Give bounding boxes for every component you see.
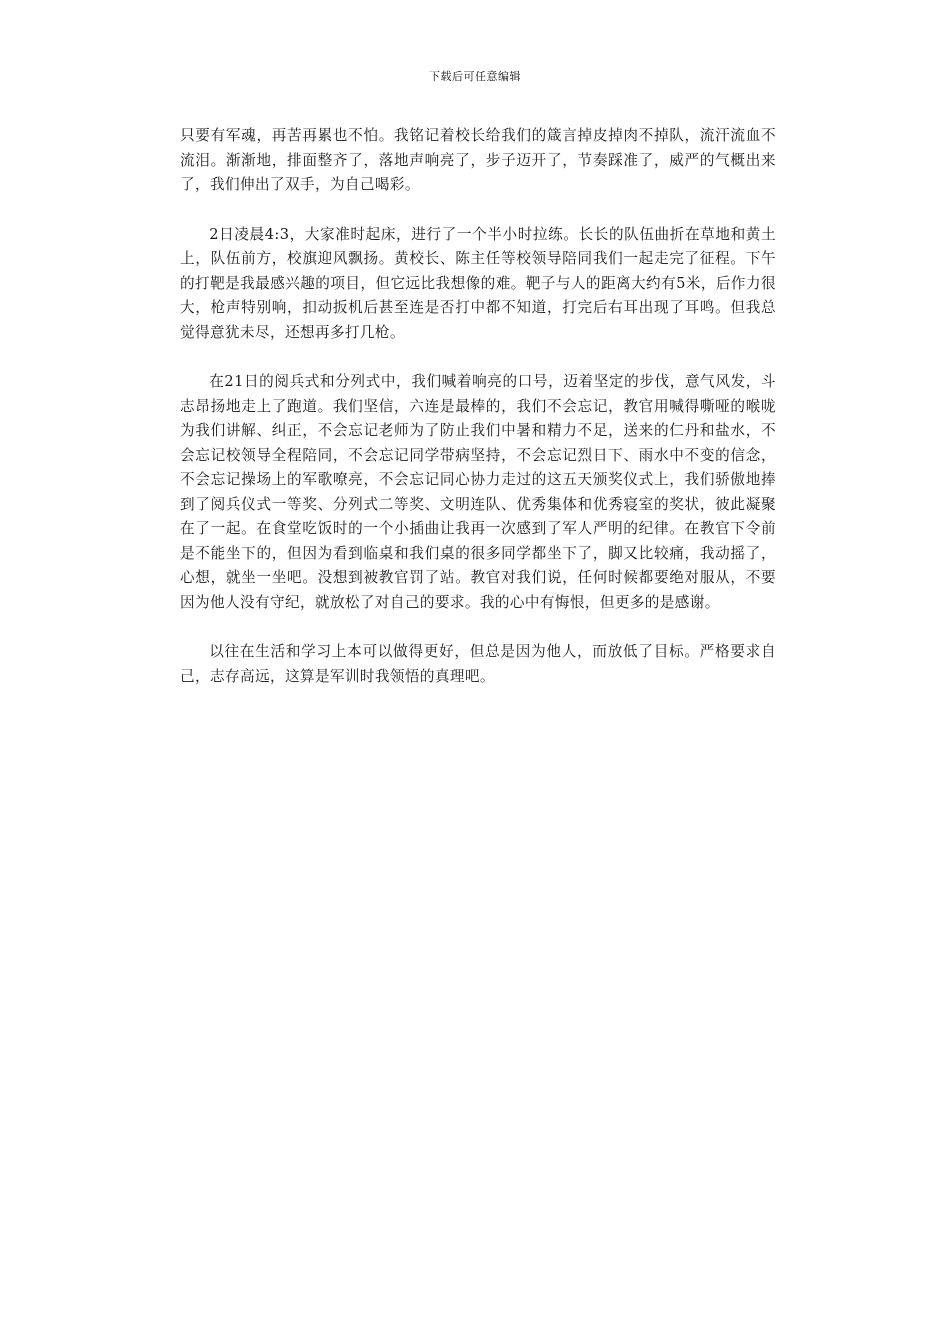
paragraph-4: 以往在生活和学习上本可以做得更好，但总是因为他人，而放低了目标。严格要求自己，志存高远，这算是军训时我领悟的真理吧。	[180, 643, 776, 685]
document-body	[180, 124, 776, 714]
paragraph-3: 在21日的阅兵式和分列式中，我们喊着响亮的口号，迈着坚定的步伐，意气风发，斗志昂扬地走上了跑道。我们坚信，六连是最棒的，我们不会忘记，教官用喊得嘶哑的喉咙为我们讲解、纠正，不会忘记老师为了防止我们中暑和精力不足，送来的仁丹和盐水，不会忘记校领导全程陪同，不会忘记同学带病坚持，不会忘记烈日下、雨水中不变的信念，不会忘记操场上的军歌嘹亮，不会忘记同心协力走过的这五天颁奖仪式上，我们骄傲地捧到了阅兵仪式一等奖、分列式二等奖、文明连队、优秀集体和优秀寝室的奖状，彼此凝聚在了一起。在食堂吃饭时的一个小插曲让我再一次感到了军人严明的纪律。在教官下令前是不能坐下的，但因为看到临桌和我们桌的很多同学都坐下了，脚又比较痛，我动摇了，心想，就坐一坐吧。没想到被教官罚了站。教官对我们说，任何时候都要绝对服从，不要因为他人没有守纪，就放松了对自己的要求。我的心中有悔恨，但更多的是感谢。	[180, 373, 776, 611]
paragraph-2: 2日凌晨4:3，大家准时起床，进行了一个半小时拉练。长长的队伍曲折在草地和黄土上，队伍前方，校旗迎风飘扬。黄校长、陈主任等校领导陪同我们一起走完了征程。下午的打靶是我最感兴趣的项目，但它远比我想像的难。靶子与人的距离大约有5米，后作力很大，枪声特别响，扣动扳机后甚至连是否打中都不知道，打完后右耳出现了耳鸣。但我总觉得意犹未尽，还想再多打几枪。	[180, 225, 776, 341]
paragraph-1: 只要有军魂，再苦再累也不怕。我铭记着校长给我们的箴言掉皮掉肉不掉队，流汗流血不流泪。渐渐地，排面整齐了，落地声响亮了，步子迈开了，节奏踩准了，威严的气概出来了，我们伸出了双手，为自己喝彩。	[180, 127, 776, 193]
page-header: 下载后可任意编辑	[429, 70, 521, 83]
